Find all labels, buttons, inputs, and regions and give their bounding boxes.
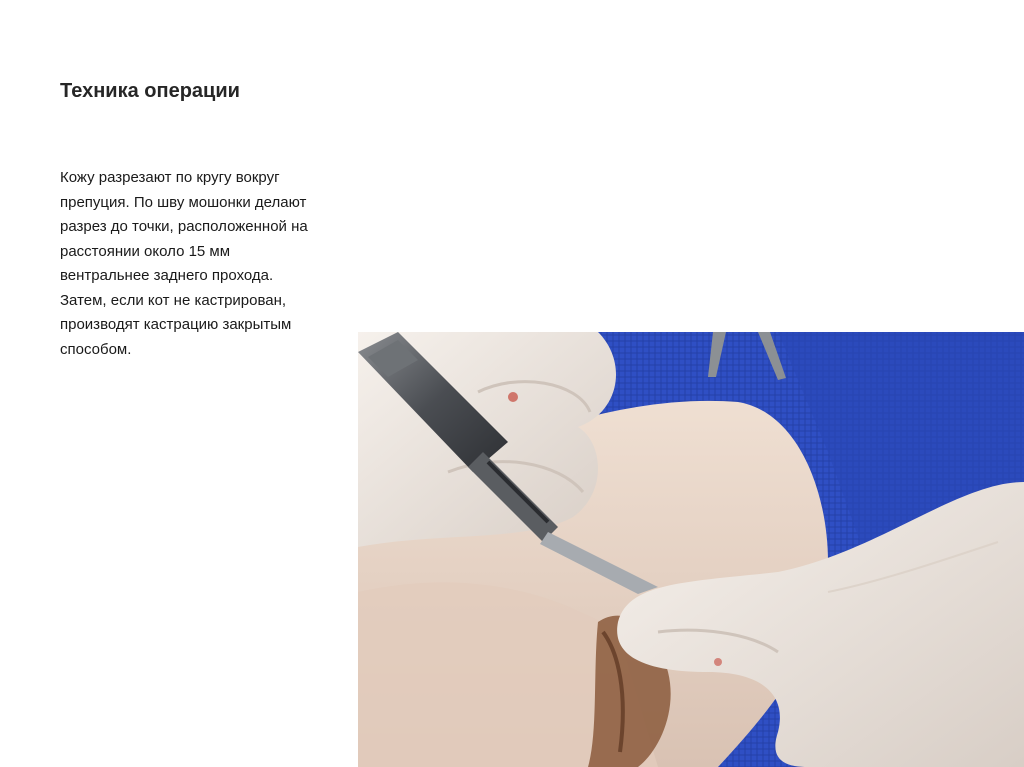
slide-title: Техника операции (60, 80, 240, 102)
slide-body-text (60, 166, 380, 362)
body-line: Кожу разрезают по кругу вокруг (60, 169, 280, 186)
body-line: способом. (60, 340, 132, 358)
surgery-photo (358, 332, 1024, 767)
body-line: расстоянии около 15 мм (60, 242, 231, 260)
body-line: вентральнее заднего прохода. (60, 267, 274, 284)
body-line: разрез до точки, расположенной на (60, 218, 308, 235)
body-line: препуция. По шву мошонки делают (60, 193, 307, 211)
surgery-photo-illustration (358, 332, 1024, 767)
body-line: Затем, если кот не кастрирован, (60, 291, 287, 309)
body-line: производят кастрацию закрытым (60, 316, 292, 333)
